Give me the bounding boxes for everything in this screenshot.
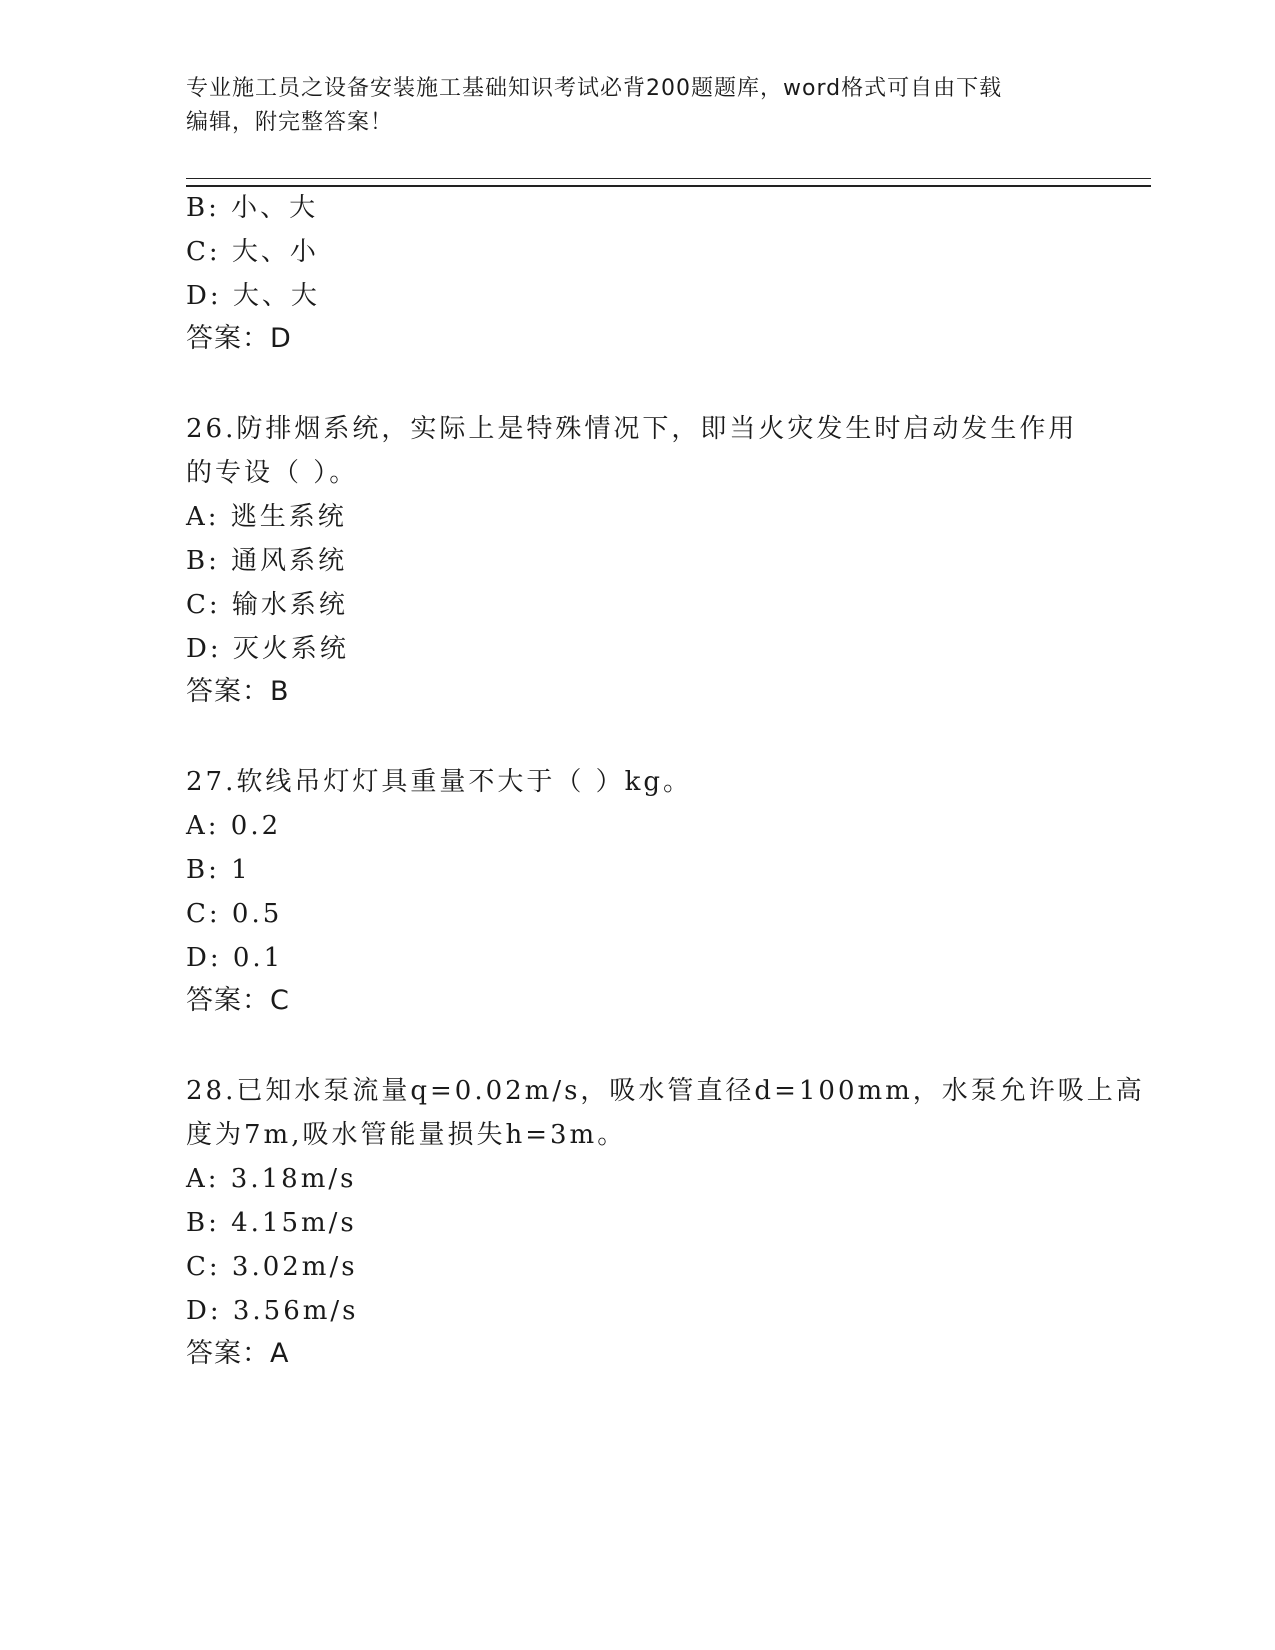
header-divider <box>186 178 1151 187</box>
option-b: B: 通风系统 <box>186 546 348 576</box>
option-c: C: 3.02m/s <box>186 1252 358 1282</box>
option-d: D: 大、大 <box>186 281 320 311</box>
question-28-stem: 28.已知水泵流量q=0.02m/s，吸水管直径d=100mm，水泵允许吸上高 <box>186 1076 1145 1106</box>
answer-label: 答案：B <box>186 676 290 707</box>
option-d: D: 灭火系统 <box>186 634 349 664</box>
answer-label: 答案：A <box>186 1338 290 1369</box>
option-d: D: 0.1 <box>186 943 284 973</box>
question-27-stem: 27.软线吊灯灯具重量不大于（ ）kg。 <box>186 767 693 797</box>
option-a: A: 3.18m/s <box>186 1164 357 1194</box>
option-b: B: 1 <box>186 855 251 885</box>
option-b: B: 小、大 <box>186 193 319 223</box>
question-28-stem-cont: 度为7m,吸水管能量损失h=3m。 <box>186 1120 627 1150</box>
option-d: D: 3.56m/s <box>186 1296 359 1326</box>
option-c: C: 输水系统 <box>186 590 348 620</box>
answer-label: 答案：D <box>186 323 292 354</box>
option-a: A: 逃生系统 <box>186 502 347 532</box>
option-a: A: 0.2 <box>186 811 282 841</box>
question-26-stem-cont: 的专设（ ）。 <box>186 458 359 488</box>
option-c: C: 0.5 <box>186 899 283 929</box>
answer-label: 答案：C <box>186 985 290 1016</box>
header-title-line-1: 专业施工员之设备安装施工基础知识考试必背200题题库，word格式可自由下载 <box>186 76 1003 101</box>
option-c: C: 大、小 <box>186 237 319 267</box>
question-26-stem: 26.防排烟系统，实际上是特殊情况下，即当火灾发生时启动发生作用 <box>186 414 1078 444</box>
document-header <box>186 72 1066 140</box>
header-title-line-2: 编辑，附完整答案！ <box>186 110 394 135</box>
option-b: B: 4.15m/s <box>186 1208 357 1238</box>
